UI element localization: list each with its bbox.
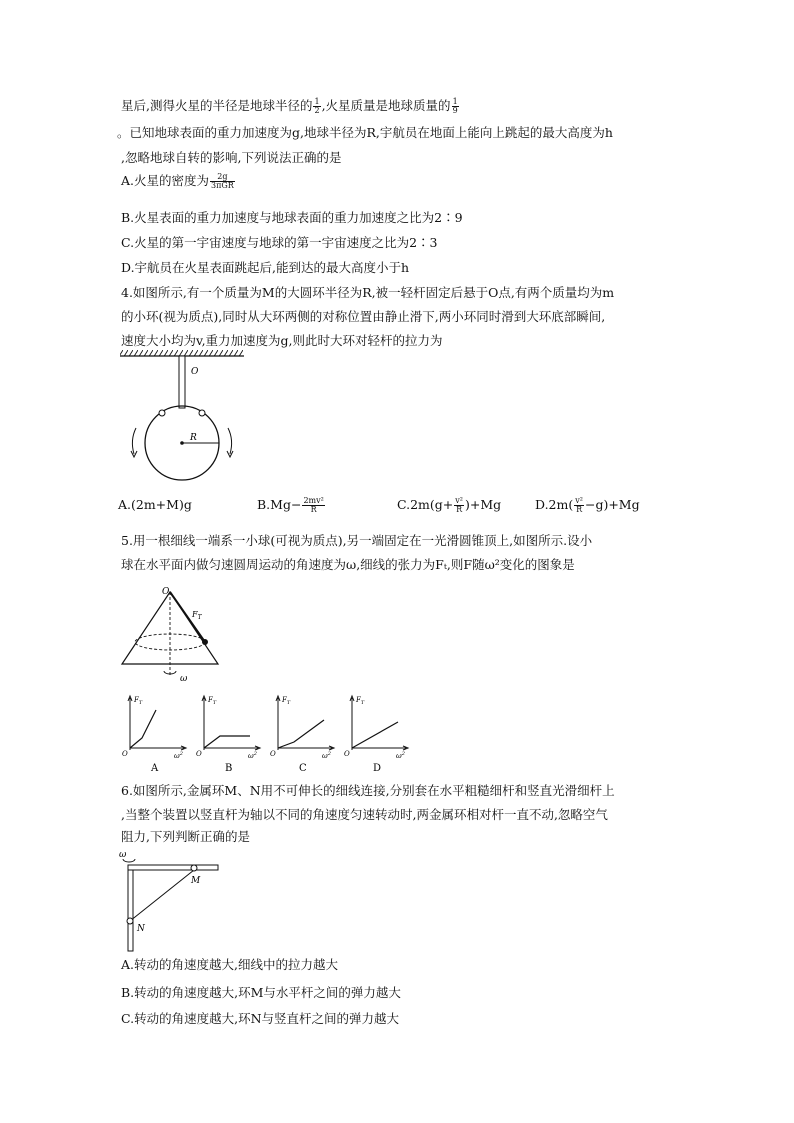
q3-option-b: B.火星表面的重力加速度与地球表面的重力加速度之比为2∶9 xyxy=(121,210,463,225)
q3-line-1 xyxy=(121,98,460,115)
graph-label: C xyxy=(299,763,307,774)
q5-graph-options xyxy=(118,692,418,774)
q3-option-a-fraction: $\frac{2g}{\text{3πGR}}$ xyxy=(211,172,234,190)
origin-label: O xyxy=(344,750,350,758)
horizontal-rod xyxy=(128,865,218,870)
q4-option-c: C.2m(g+ $\frac{\text{v²}}{R}$ )+Mg xyxy=(397,496,502,514)
graph-curve xyxy=(204,736,250,748)
q3-line1a: 星后,测得火星的半径是地球半径的 xyxy=(121,98,313,113)
string xyxy=(130,870,194,921)
y-axis-label: $F_T$ xyxy=(356,696,365,706)
small-ring-right xyxy=(199,410,205,416)
q4-option-d-fraction: $\frac{\text{v²}}{R}$ xyxy=(575,496,583,514)
q3-line-3: ,忽略地球自转的影响,下列说法正确的是 xyxy=(121,150,342,165)
q6-line-2: ,当整个装置以竖直杆为轴以不同的角速度匀速转动时,两金属环相对杆一直不动,忽略空气 xyxy=(121,807,608,822)
graph-option-b xyxy=(196,696,260,774)
graph-curve xyxy=(278,720,324,748)
q3-option-d: D.宇航员在火星表面跳起后,能到达的最大高度小于h xyxy=(121,260,410,275)
q3-fraction-1: $\frac{1}{2}$ xyxy=(314,97,320,115)
q3-line-2: 。已知地球表面的重力加速度为g,地球半径为R,宇航员在地面上能向上跳起的最大高度为h xyxy=(117,125,613,140)
x-axis-label: $\omega^2$ xyxy=(248,751,257,760)
q4-line-2: 的小环(视为质点),同时从大环两侧的对称位置由静止滑下,两小环同时滑到大环底部瞬间, xyxy=(121,309,606,324)
q4-ring-figure xyxy=(118,350,248,490)
q6-option-c: C.转动的角速度越大,环N与竖直杆之间的弹力越大 xyxy=(121,1011,400,1026)
small-ring-left xyxy=(159,410,165,416)
label-o: O xyxy=(191,367,199,377)
arrow-right-arc xyxy=(228,428,232,454)
graph-option-a xyxy=(122,696,186,774)
q4-option-b: B.Mg− $\frac{\text{2mv²}}{R}$ xyxy=(257,496,324,514)
q6-rod-figure xyxy=(117,845,227,953)
q6-option-a: A.转动的角速度越大,细线中的拉力越大 xyxy=(121,957,338,972)
origin-label: O xyxy=(270,750,276,758)
graph-curve xyxy=(352,722,398,748)
label-omega: ω xyxy=(180,674,188,684)
q3-option-a: A.火星的密度为 $\frac{2g}{\text{3πGR}}$ xyxy=(121,172,234,190)
q6-line-1: 6.如图所示,金属环M、N用不可伸长的细线连接,分别套在水平粗糙细杆和竖直光滑细杆上 xyxy=(121,783,615,798)
y-axis-label: $F_T$ xyxy=(282,696,291,706)
y-axis-label: $F_T$ xyxy=(208,696,217,706)
x-axis-label: $\omega^2$ xyxy=(322,751,331,760)
label-m: M xyxy=(191,876,201,886)
label-r: R xyxy=(190,433,197,443)
q4-option-d: D.2m( $\frac{\text{v²}}{R}$ −g)+Mg xyxy=(535,496,640,514)
ring-n xyxy=(127,918,133,924)
label-omega: ω xyxy=(119,850,127,860)
vertical-rod xyxy=(128,865,133,951)
label-n: N xyxy=(137,924,145,934)
q4-option-a: A.(2m+M)g xyxy=(118,497,192,512)
light-rod xyxy=(179,356,185,408)
q3-option-c: C.火星的第一宇宙速度与地球的第一宇宙速度之比为2∶3 xyxy=(121,235,438,250)
q4-option-b-fraction: $\frac{\text{2mv²}}{R}$ xyxy=(303,496,324,514)
q4-line-1: 4.如图所示,有一个质量为M的大圆环半径为R,被一轻杆固定后悬于O点,有两个质量均为m xyxy=(121,285,615,300)
x-axis-label: $\omega^2$ xyxy=(396,751,405,760)
q6-line-3: 阻力,下列判断正确的是 xyxy=(121,829,250,844)
origin-label: O xyxy=(196,750,202,758)
ball xyxy=(202,639,208,645)
y-axis-label: $F_T$ xyxy=(134,696,143,706)
q5-line-2: 球在水平面内做匀速圆周运动的角速度为ω,细线的张力为Fₜ,则F随ω²变化的图象是 xyxy=(121,557,575,572)
ring-m xyxy=(191,865,197,871)
x-axis-label: $\omega^2$ xyxy=(174,751,183,760)
ceiling-hatch xyxy=(120,350,244,356)
label-o: O xyxy=(162,587,170,597)
q6-option-b: B.转动的角速度越大,环M与水平杆之间的弹力越大 xyxy=(121,985,401,1000)
graph-label: A xyxy=(151,763,159,774)
graph-option-c xyxy=(270,696,334,774)
q3-fraction-2: $\frac{1}{9}$ xyxy=(452,97,458,115)
origin-label: O xyxy=(122,750,128,758)
q5-cone-figure xyxy=(118,584,228,684)
arrow-left-arc xyxy=(132,428,136,454)
q4-line-3: 速度大小均为v,重力加速度为g,则此时大环对轻杆的拉力为 xyxy=(121,333,443,348)
label-ft: $F_T$ xyxy=(192,610,202,621)
q4-option-c-fraction: $\frac{\text{v²}}{R}$ xyxy=(455,496,463,514)
graph-option-d xyxy=(344,696,408,774)
q3-line1b: ,火星质量是地球质量的 xyxy=(321,98,451,113)
graph-curve xyxy=(130,710,156,748)
graph-label: B xyxy=(225,763,233,774)
graph-label: D xyxy=(373,763,382,774)
q5-line-1: 5.用一根细线一端系一小球(可视为质点),另一端固定在一光滑圆锥顶上,如图所示.设小 xyxy=(121,533,593,548)
